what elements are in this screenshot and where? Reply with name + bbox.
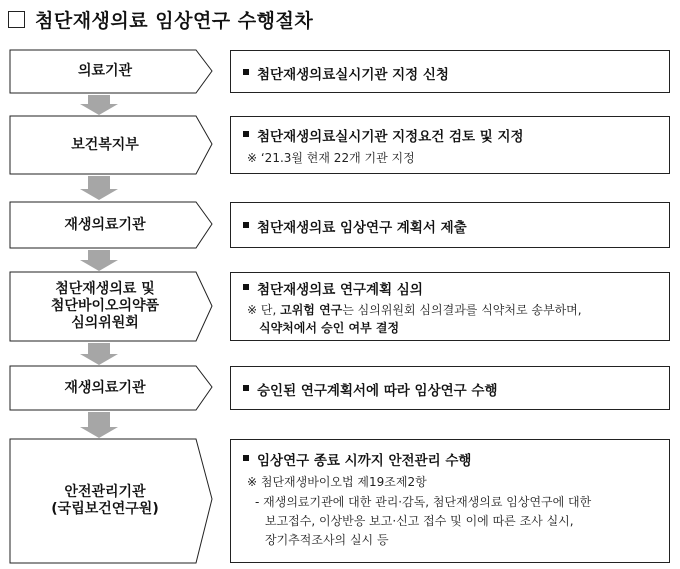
bullet-icon bbox=[243, 131, 249, 137]
down-arrow-icon bbox=[80, 176, 118, 200]
bullet-icon bbox=[243, 455, 249, 461]
stage-box-2 bbox=[230, 116, 670, 174]
down-arrow-icon bbox=[80, 250, 118, 271]
down-arrow-icon bbox=[80, 343, 118, 365]
stage-box-5 bbox=[230, 366, 670, 410]
stage-note bbox=[247, 301, 659, 337]
stage-label-line: (국립보건연구원) bbox=[51, 501, 159, 517]
down-arrow-icon bbox=[80, 412, 118, 438]
stage-note: ※ 첨단재생바이오법 제19조제2항 bbox=[247, 475, 427, 489]
stage-label-ministry: 보건복지부 bbox=[71, 136, 139, 153]
stage-box-6 bbox=[230, 439, 670, 563]
bullet-icon bbox=[243, 69, 249, 75]
stage-label-line: 심의위원회 bbox=[71, 315, 139, 331]
stage-label-safety-agency bbox=[10, 439, 200, 563]
stage-label-line: 첨단재생의료 및 bbox=[55, 281, 155, 297]
stage-main-text: 첨단재생의료실시기관 지정 신청 bbox=[257, 67, 449, 83]
note-prefix: ※ 단, bbox=[247, 303, 277, 317]
note-mid: 는 심의위원회 심의결과를 식약처로 송부하며, bbox=[342, 303, 582, 317]
page-title-text: 첨단재생의료 임상연구 수행절차 bbox=[35, 9, 314, 32]
note-bold-high-risk: 고위험 연구 bbox=[280, 303, 343, 317]
stage-box-3 bbox=[230, 202, 670, 248]
stage-main-text: 임상연구 종료 시까지 안전관리 수행 bbox=[257, 453, 472, 469]
stage-main-text: 승인된 연구계획서에 따라 임상연구 수행 bbox=[257, 383, 498, 399]
stage-note: ※ ‘21.3월 현재 22개 기관 지정 bbox=[247, 151, 415, 165]
stage-sub-line: - 재생의료기관에 대한 관리·감독, 첨단재생의료 임상연구에 대한 bbox=[255, 495, 592, 509]
note-bold-mfds-approval: 식약처에서 승인 여부 결정 bbox=[259, 321, 400, 335]
stage-sub-line: 장기추적조사의 실시 등 bbox=[265, 533, 389, 547]
stage-label-line: 안전관리기관 bbox=[64, 484, 146, 500]
stage-label-line: 첨단바이오의약품 bbox=[50, 298, 160, 314]
stage-box-4 bbox=[230, 272, 670, 341]
stage-label-review-committee bbox=[10, 272, 200, 341]
down-arrow-icon bbox=[80, 95, 118, 115]
bullet-icon bbox=[243, 284, 249, 290]
stage-main-text: 첨단재생의료 연구계획 심의 bbox=[257, 282, 423, 298]
stage-label-regenerative-institution-2: 재생의료기관 bbox=[64, 379, 146, 396]
stage-label-regenerative-institution: 재생의료기관 bbox=[64, 216, 146, 233]
bullet-icon bbox=[243, 385, 249, 391]
stage-label-medical-institution: 의료기관 bbox=[77, 63, 133, 79]
stage-main-text: 첨단재생의료 임상연구 계획서 제출 bbox=[257, 220, 467, 236]
bullet-icon bbox=[243, 222, 249, 228]
stage-main-text: 첨단재생의료실시기관 지정요건 검토 및 지정 bbox=[257, 129, 524, 145]
stage-sub-line: 보고접수, 이상반응 보고·신고 접수 및 이에 따른 조사 실시, bbox=[265, 514, 574, 528]
stage-box-1 bbox=[230, 50, 670, 93]
